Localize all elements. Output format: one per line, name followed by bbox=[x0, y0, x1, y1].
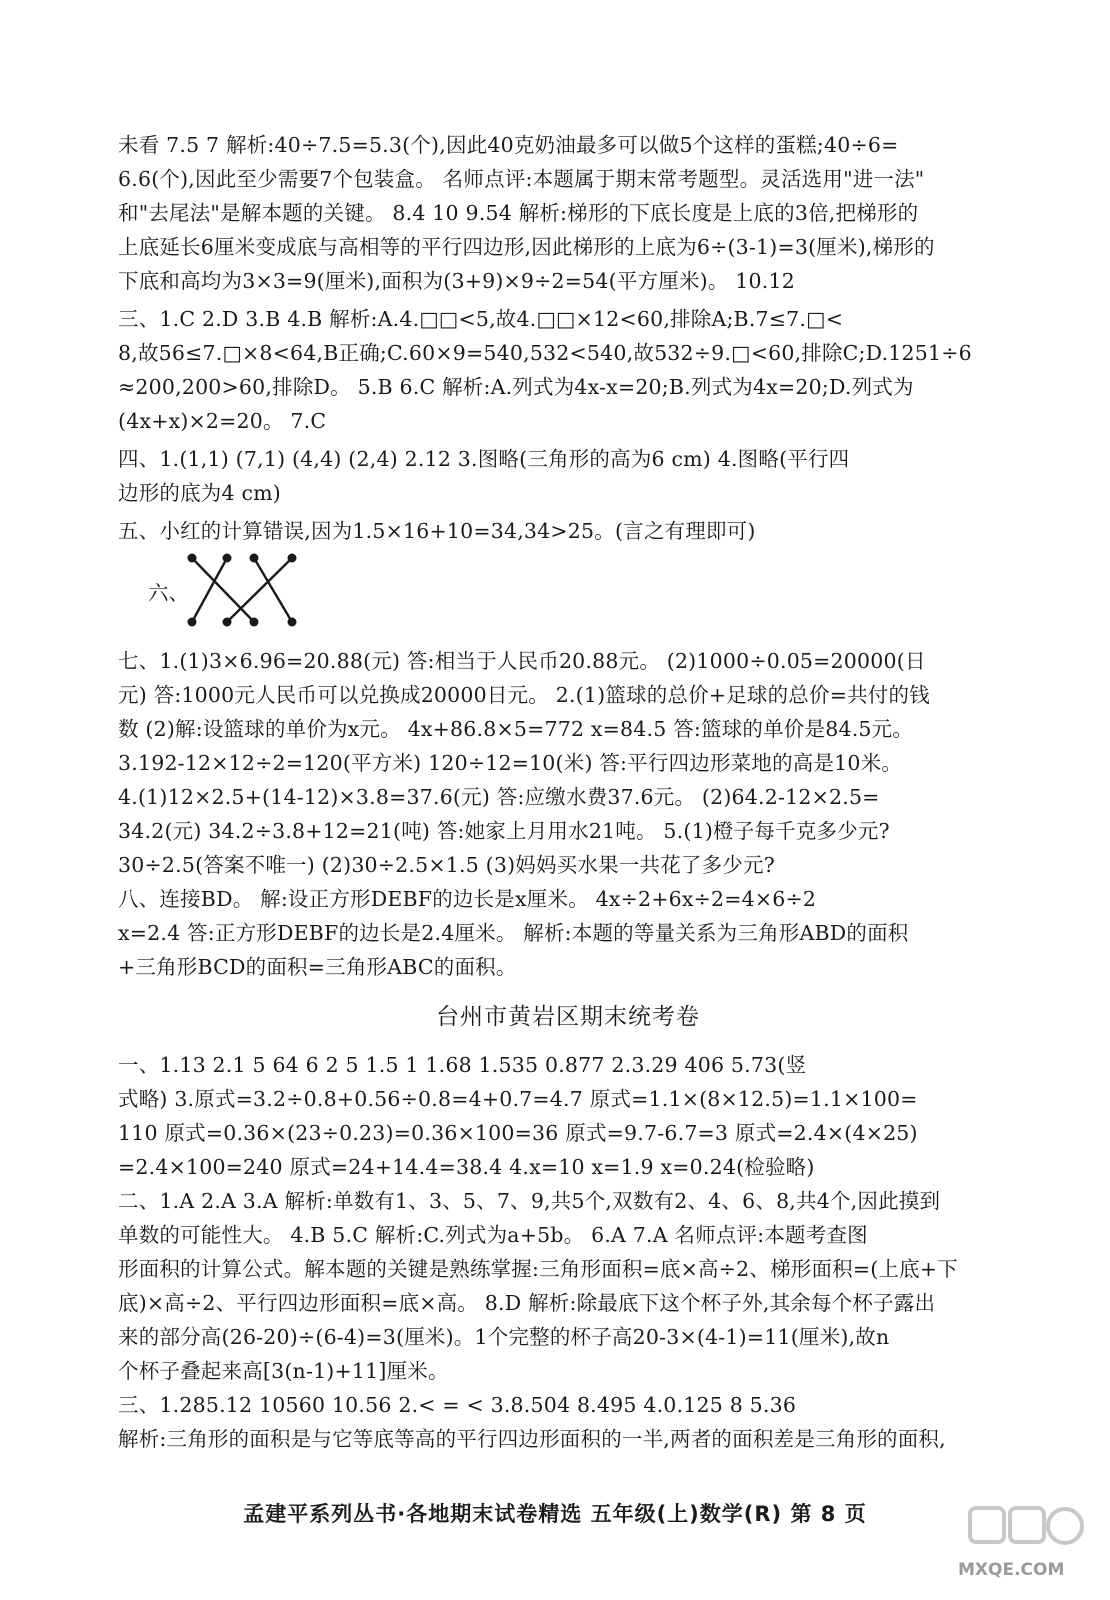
watermark-text: MXQE.COM bbox=[958, 1560, 1065, 1580]
answer-line: 下底和高均为3×3=9(厘米),面积为(3+9)×9÷2=54(平方厘米)。 10.12 bbox=[118, 269, 795, 293]
answer-line: =2.4×100=240 原式=24+14.4=38.4 4.x=10 x=1.9 x=0.24(检验略) bbox=[118, 1155, 815, 1179]
answer-line: 6.6(个),因此至少需要7个包装盒。 名师点评:本题属于期末常考题型。灵活选用"进一法" bbox=[118, 167, 925, 191]
answer-line: +三角形BCD的面积=三角形ABC的面积。 bbox=[118, 955, 517, 979]
answer-line: 解析:三角形的面积是与它等底等高的平行四边形面积的一半,两者的面积差是三角形的面积, bbox=[118, 1427, 946, 1451]
answer-line: 34.2(元) 34.2÷3.8+12=21(吨) 答:她家上月用水21吨。 5.(1)橙子每千克多少元? bbox=[118, 819, 890, 843]
answer-line: ≈200,200>60,排除D。 5.B 6.C 解析:A.列式为4x-x=20;B.列式为4x=20;D.列式为 bbox=[118, 375, 914, 399]
answer-line: 上底延长6厘米变成底与高相等的平行四边形,因此梯形的上底为6÷(3-1)=3(厘米),梯形的 bbox=[118, 235, 935, 259]
page-footer: 孟建平系列丛书·各地期末试卷精选 五年级(上)数学(R) 第 8 页 bbox=[243, 1502, 867, 1526]
answer-line: 七、1.(1)3×6.96=20.88(元) 答:相当于人民币20.88元。 (2)1000÷0.05=20000(日 bbox=[118, 649, 926, 673]
answer-block-c bbox=[118, 1048, 1018, 1456]
answer-line: 个杯子叠起来高[3(n-1)+11]厘米。 bbox=[118, 1359, 449, 1383]
answer-line: 元) 答:1000元人民币可以兑换成20000日元。 2.(1)篮球的总价+足球的总价=共付的钱 bbox=[118, 683, 930, 707]
answer-line: 四、1.(1,1) (7,1) (4,4) (2,4) 2.12 3.图略(三角形的高为6 cm) 4.图略(平行四 bbox=[118, 447, 850, 471]
answer-line: 数 (2)解:设篮球的单价为x元。 4x+86.8×5=772 x=84.5 答:篮球的单价是84.5元。 bbox=[118, 717, 914, 741]
answer-line: 式略) 3.原式=3.2÷0.8+0.56÷0.8=4+0.7=4.7 原式=1.1×(8×12.5)=1.1×100= bbox=[118, 1087, 918, 1111]
answer-line: (4x+x)×2=20。 7.C bbox=[118, 409, 327, 433]
answer-line: 底)×高÷2、平行四边形面积=底×高。 8.D 解析:除最底下这个杯子外,其余每个杯子露出 bbox=[118, 1291, 936, 1315]
answer-line: 二、1.A 2.A 3.A 解析:单数有1、3、5、7、9,共5个,双数有2、4、6、8,共4个,因此摸到 bbox=[118, 1189, 941, 1213]
answer-line: 形面积的计算公式。解本题的关键是熟练掌握:三角形面积=底×高÷2、梯形面积=(上底+下 bbox=[118, 1257, 958, 1281]
answer-line: 4.(1)12×2.5+(14-12)×3.8=37.6(元) 答:应缴水费37.6元。 (2)64.2-12×2.5= bbox=[118, 785, 880, 809]
match-dot bbox=[288, 618, 297, 627]
answer-line: 单数的可能性大。 4.B 5.C 解析:C.列式为a+5b。 6.A 7.A 名师点评:本题考查图 bbox=[118, 1223, 868, 1247]
answer-line: 三、1.C 2.D 3.B 4.B 解析:A.4.□□<5,故4.□□×12<60,排除A;B.7≤7.□< bbox=[118, 307, 844, 331]
answer-line: 五、小红的计算错误,因为1.5×16+10=34,34>25。(言之有理即可) bbox=[118, 519, 756, 543]
answer-line: 8,故56≤7.□×8<64,B正确;C.60×9=540,532<540,故532÷9.□<60,排除C;D.1251÷6 bbox=[118, 341, 972, 365]
answer-page bbox=[118, 128, 1018, 1456]
answer-block-b bbox=[118, 644, 1018, 984]
section-title: 台州市黄岩区期末统考卷 bbox=[436, 1004, 700, 1030]
matching-diagram-row bbox=[118, 548, 1018, 644]
answer-line: 八、连接BD。 解:设正方形DEBF的边长是x厘米。 4x÷2+6x÷2=4×6÷2 bbox=[118, 887, 817, 911]
match-dot bbox=[188, 618, 197, 627]
match-dot bbox=[288, 554, 297, 563]
match-dot bbox=[250, 554, 259, 563]
answer-line: 30÷2.5(答案不唯一) (2)30÷2.5×1.5 (3)妈妈买水果一共花了多少元? bbox=[118, 853, 775, 877]
answer-line: 边形的底为4 cm) bbox=[118, 481, 281, 505]
answer-line: 3.192-12×12÷2=120(平方米) 120÷12=10(米) 答:平行四边形菜地的高是10米。 bbox=[118, 751, 903, 775]
answer-line: 和"去尾法"是解本题的关键。 8.4 10 9.54 解析:梯形的下底长度是上底的3倍,把梯形的 bbox=[118, 201, 919, 225]
answer-line: 未看 7.5 7 解析:40÷7.5=5.3(个),因此40克奶油最多可以做5个这样的蛋糕;40÷6= bbox=[118, 133, 899, 157]
answer-line: 一、1.13 2.1 5 64 6 2 5 1.5 1 1.68 1.535 0.877 2.3.29 406 5.73(竖 bbox=[118, 1053, 807, 1077]
match-dot bbox=[223, 618, 232, 627]
answer-line: x=2.4 答:正方形DEBF的边长是2.4厘米。 解析:本题的等量关系为三角形ABD的面积 bbox=[118, 921, 909, 945]
answer-line: 110 原式=0.36×(23÷0.23)=0.36×100=36 原式=9.7-6.7=3 原式=2.4×(4×25) bbox=[118, 1121, 918, 1145]
section-six-label: 六、 bbox=[148, 581, 189, 605]
match-dot bbox=[188, 554, 197, 563]
answer-line: 三、1.285.12 10560 10.56 2.< = < 3.8.504 8.495 4.0.125 8 5.36 bbox=[118, 1393, 797, 1417]
match-dot bbox=[250, 618, 259, 627]
match-dot bbox=[223, 554, 232, 563]
answer-block-a bbox=[118, 128, 1018, 548]
answer-line: 来的部分高(26-20)÷(6-4)=3(厘米)。1个完整的杯子高20-3×(4-1)=11(厘米),故n bbox=[118, 1325, 890, 1349]
matching-lines-diagram bbox=[182, 552, 312, 632]
